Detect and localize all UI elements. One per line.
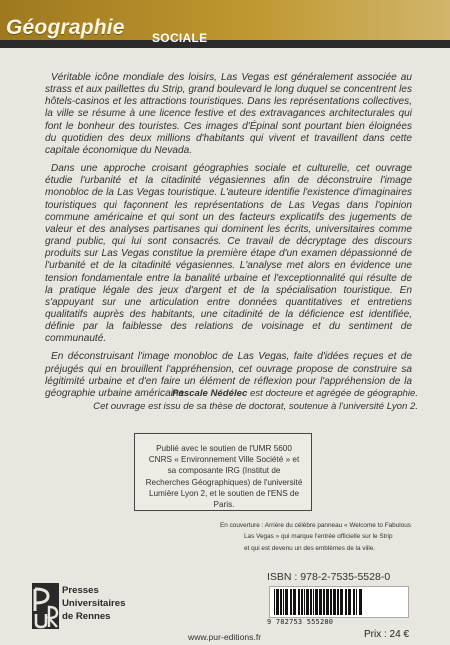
pur-mark bbox=[32, 583, 59, 629]
barcode-bar bbox=[356, 589, 357, 615]
barcode-bar bbox=[315, 589, 318, 615]
barcode-bar bbox=[310, 589, 312, 615]
publisher-name-line: de Rennes bbox=[62, 611, 111, 622]
barcode-bar bbox=[283, 589, 284, 615]
barcode bbox=[269, 586, 409, 618]
barcode-digits: 9 782753 555280 bbox=[267, 618, 334, 626]
barcode-bar bbox=[304, 589, 305, 615]
publisher-logo bbox=[32, 583, 144, 629]
publisher-name-line: Presses bbox=[62, 585, 99, 596]
barcode-bar bbox=[359, 589, 362, 615]
barcode-bar bbox=[333, 589, 336, 615]
author-line bbox=[88, 387, 418, 400]
header-dark-strip bbox=[0, 40, 450, 48]
barcode-bar bbox=[280, 589, 282, 615]
isbn: ISBN : 978-2-7535-5528-0 bbox=[267, 571, 391, 583]
cover-credit-line: et qui est devenu un des emblèmes de la ville. bbox=[244, 544, 376, 552]
barcode-bar bbox=[348, 589, 351, 615]
publisher-name-line: Universitaires bbox=[62, 598, 126, 609]
author-block bbox=[88, 387, 418, 413]
barcode-bar bbox=[337, 589, 339, 615]
barcode-bar bbox=[319, 589, 322, 615]
barcode-bar bbox=[330, 589, 332, 615]
cover-credit-line: Las Vegas » qui marque l'entrée officielle sur le Strip bbox=[244, 533, 393, 541]
barcode-bar bbox=[276, 589, 279, 615]
cover-credit-line: En couverture : Arrière du célèbre panneau « Welcome to Fabulous bbox=[220, 522, 412, 529]
website-link[interactable]: www.pur-editions.fr bbox=[188, 632, 262, 642]
series-header bbox=[0, 0, 450, 50]
paragraph-intro: Véritable icône mondiale des loisirs, Las Vegas est généralement associée au strass et aux paillettes du Strip, grand boulevard le long duquel se concentrent les hôtels-casinos et les attractions touristiques. Dans les représentations collectives, la ville se résume à une licence festive et des extravagances architecturales qui font le bonheur des touristes. Ces images d'Épinal sont pourtant bien éloignées du quotidien des deux millions d'habitants qui vivent et travaillent dans cette capitale économique du Nevada. bbox=[45, 72, 412, 156]
barcode-bar bbox=[293, 589, 296, 615]
series-title: Géographie bbox=[6, 16, 125, 39]
thesis-note: Cet ouvrage est issu de sa thèse de doctorat, soutenue à l'université Lyon 2. bbox=[93, 401, 418, 412]
barcode-bar bbox=[313, 589, 314, 615]
barcode-bar bbox=[323, 589, 325, 615]
author-description: est docteure et agrégée de géographie. bbox=[247, 388, 418, 399]
back-cover-text bbox=[45, 72, 412, 406]
paragraph-approach: Dans une approche croisant géographies sociale et culturelle, cet ouvrage étudie l'urbanité et la citadinité végasiennes afin de déconstruire l'image monobloc de la Las Vegas touristique. L'auteure identifie l'existence d'imaginaires touristiques qui façonnent les représentations de Las Vegas dans l'opinion commune américaine et qui sont un des facteurs explicatifs des jugements de valeur et des analyses partisanes qui dominent les écrits, universitaires comme grand public, qui lui sont consacrés. Ce travail de décryptage des discours produits sur Las Vegas constitue la première étape d'un examen dépassionné de l'urbanité et de la citadinité végasiennes. L'analyse met alors en évidence une tension fondamentale entre la banalité urbaine et l'exceptionnalité qui résulte de la pratique légale des jeux d'argent et de la spécialisation touristique. En s'appuyant sur une articulation entre données quantitatives et entretiens qualitatifs auprès des habitants, une citadinité de la déficience est identifiée, définie par la faiblesse des relations de voisinage et du sentiment de communauté. bbox=[45, 163, 412, 345]
barcode-bar bbox=[353, 589, 355, 615]
paragraph-conclusion: En déconstruisant l'image monobloc de Las Vegas, faite d'idées reçues et de préjugés qui en brouillent l'appréhension, cet ouvrage propose de construire sa légitimité urbaine et d'en faire un élément de réflexion pour l'appréhension de la géographie urbaine américaine. bbox=[45, 351, 412, 399]
barcode-bar bbox=[306, 589, 309, 615]
barcode-bar bbox=[298, 589, 300, 615]
price: Prix : 24 € bbox=[364, 629, 410, 640]
cover-credit bbox=[220, 520, 428, 554]
barcode-bar bbox=[345, 589, 347, 615]
barcode-bar bbox=[285, 589, 288, 615]
series-subtitle: SOCIALE bbox=[152, 31, 208, 45]
author-name: Pascale Nédélec bbox=[172, 388, 248, 399]
barcode-bar bbox=[340, 589, 343, 615]
barcode-bar bbox=[290, 589, 292, 615]
barcode-bar bbox=[301, 589, 303, 615]
funding-box: Publié avec le soutien de l'UMR 5600 CNRS « Environnement Ville Société » et sa composante IRG (Institut de Recherches Géographiques) de l'université Lumière Lyon 2, et le soutien de l'ENS de Paris. bbox=[134, 433, 312, 511]
barcode-bar bbox=[274, 589, 275, 615]
barcode-bar bbox=[326, 589, 329, 615]
